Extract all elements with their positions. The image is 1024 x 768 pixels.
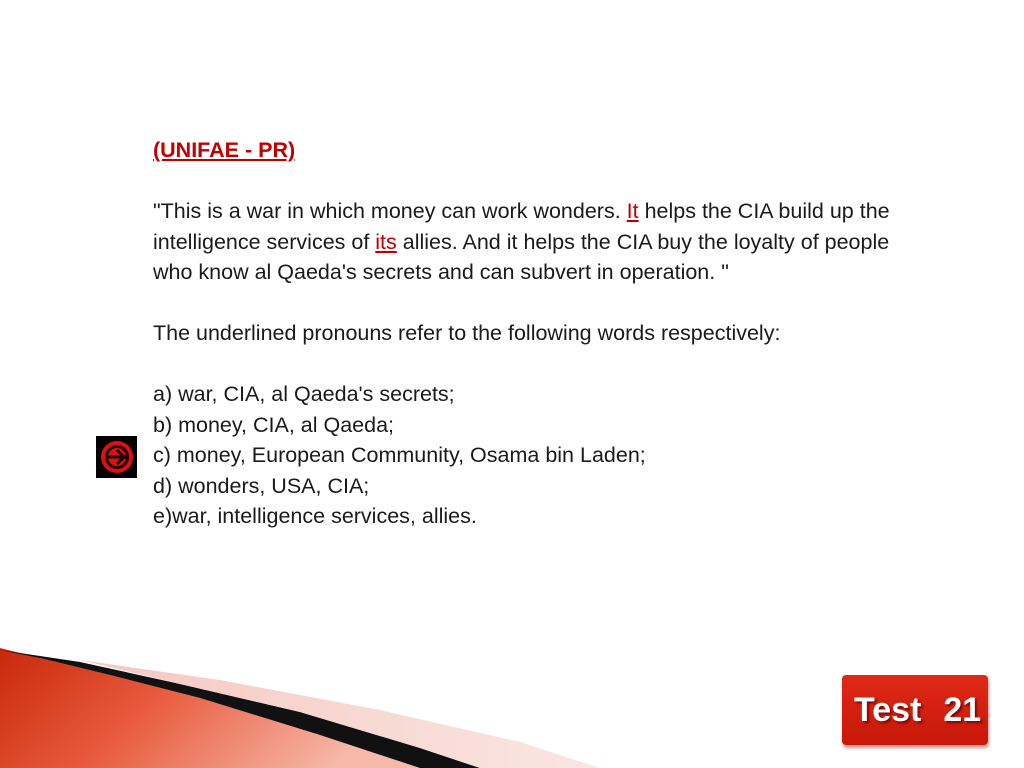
badge-number: 21 xyxy=(943,690,982,729)
red-circle-arrow-right-icon xyxy=(99,439,135,475)
spacer xyxy=(153,166,933,197)
passage-part-2: helps the CIA build up the intelligence services of xyxy=(153,199,890,254)
question-prompt: The underlined pronouns refer to the following words respectively: xyxy=(153,321,781,345)
spacer xyxy=(153,288,933,319)
answer-option-b: b) money, CIA, al Qaeda; xyxy=(153,412,394,437)
passage-text xyxy=(153,196,933,288)
answer-marker[interactable] xyxy=(96,436,137,478)
spacer xyxy=(153,349,933,380)
underlined-pronoun-its: its xyxy=(375,229,397,254)
underlined-pronoun-it: It xyxy=(626,199,639,223)
test-number-badge xyxy=(842,675,988,745)
answer-option-c: c) money, European Community, Osama bin Laden; xyxy=(153,443,646,467)
question-source: (UNIFAE - PR) xyxy=(153,138,296,162)
passage-part-1: "This is a war in which money can work wonders. xyxy=(153,199,627,223)
answer-list xyxy=(153,379,933,532)
answer-option-a: a) war, CIA, al Qaeda's secrets; xyxy=(153,382,455,406)
answer-option-e: e)war, intelligence services, allies. xyxy=(153,504,477,528)
answer-option-d: d) wonders, USA, CIA; xyxy=(153,473,370,498)
passage-part-3: allies. And it helps the CIA buy the loyalty of people who know al Qaeda's secrets and can subvert in operation. " xyxy=(153,229,890,284)
question-content xyxy=(153,135,933,532)
badge-label: Test xyxy=(854,690,922,729)
